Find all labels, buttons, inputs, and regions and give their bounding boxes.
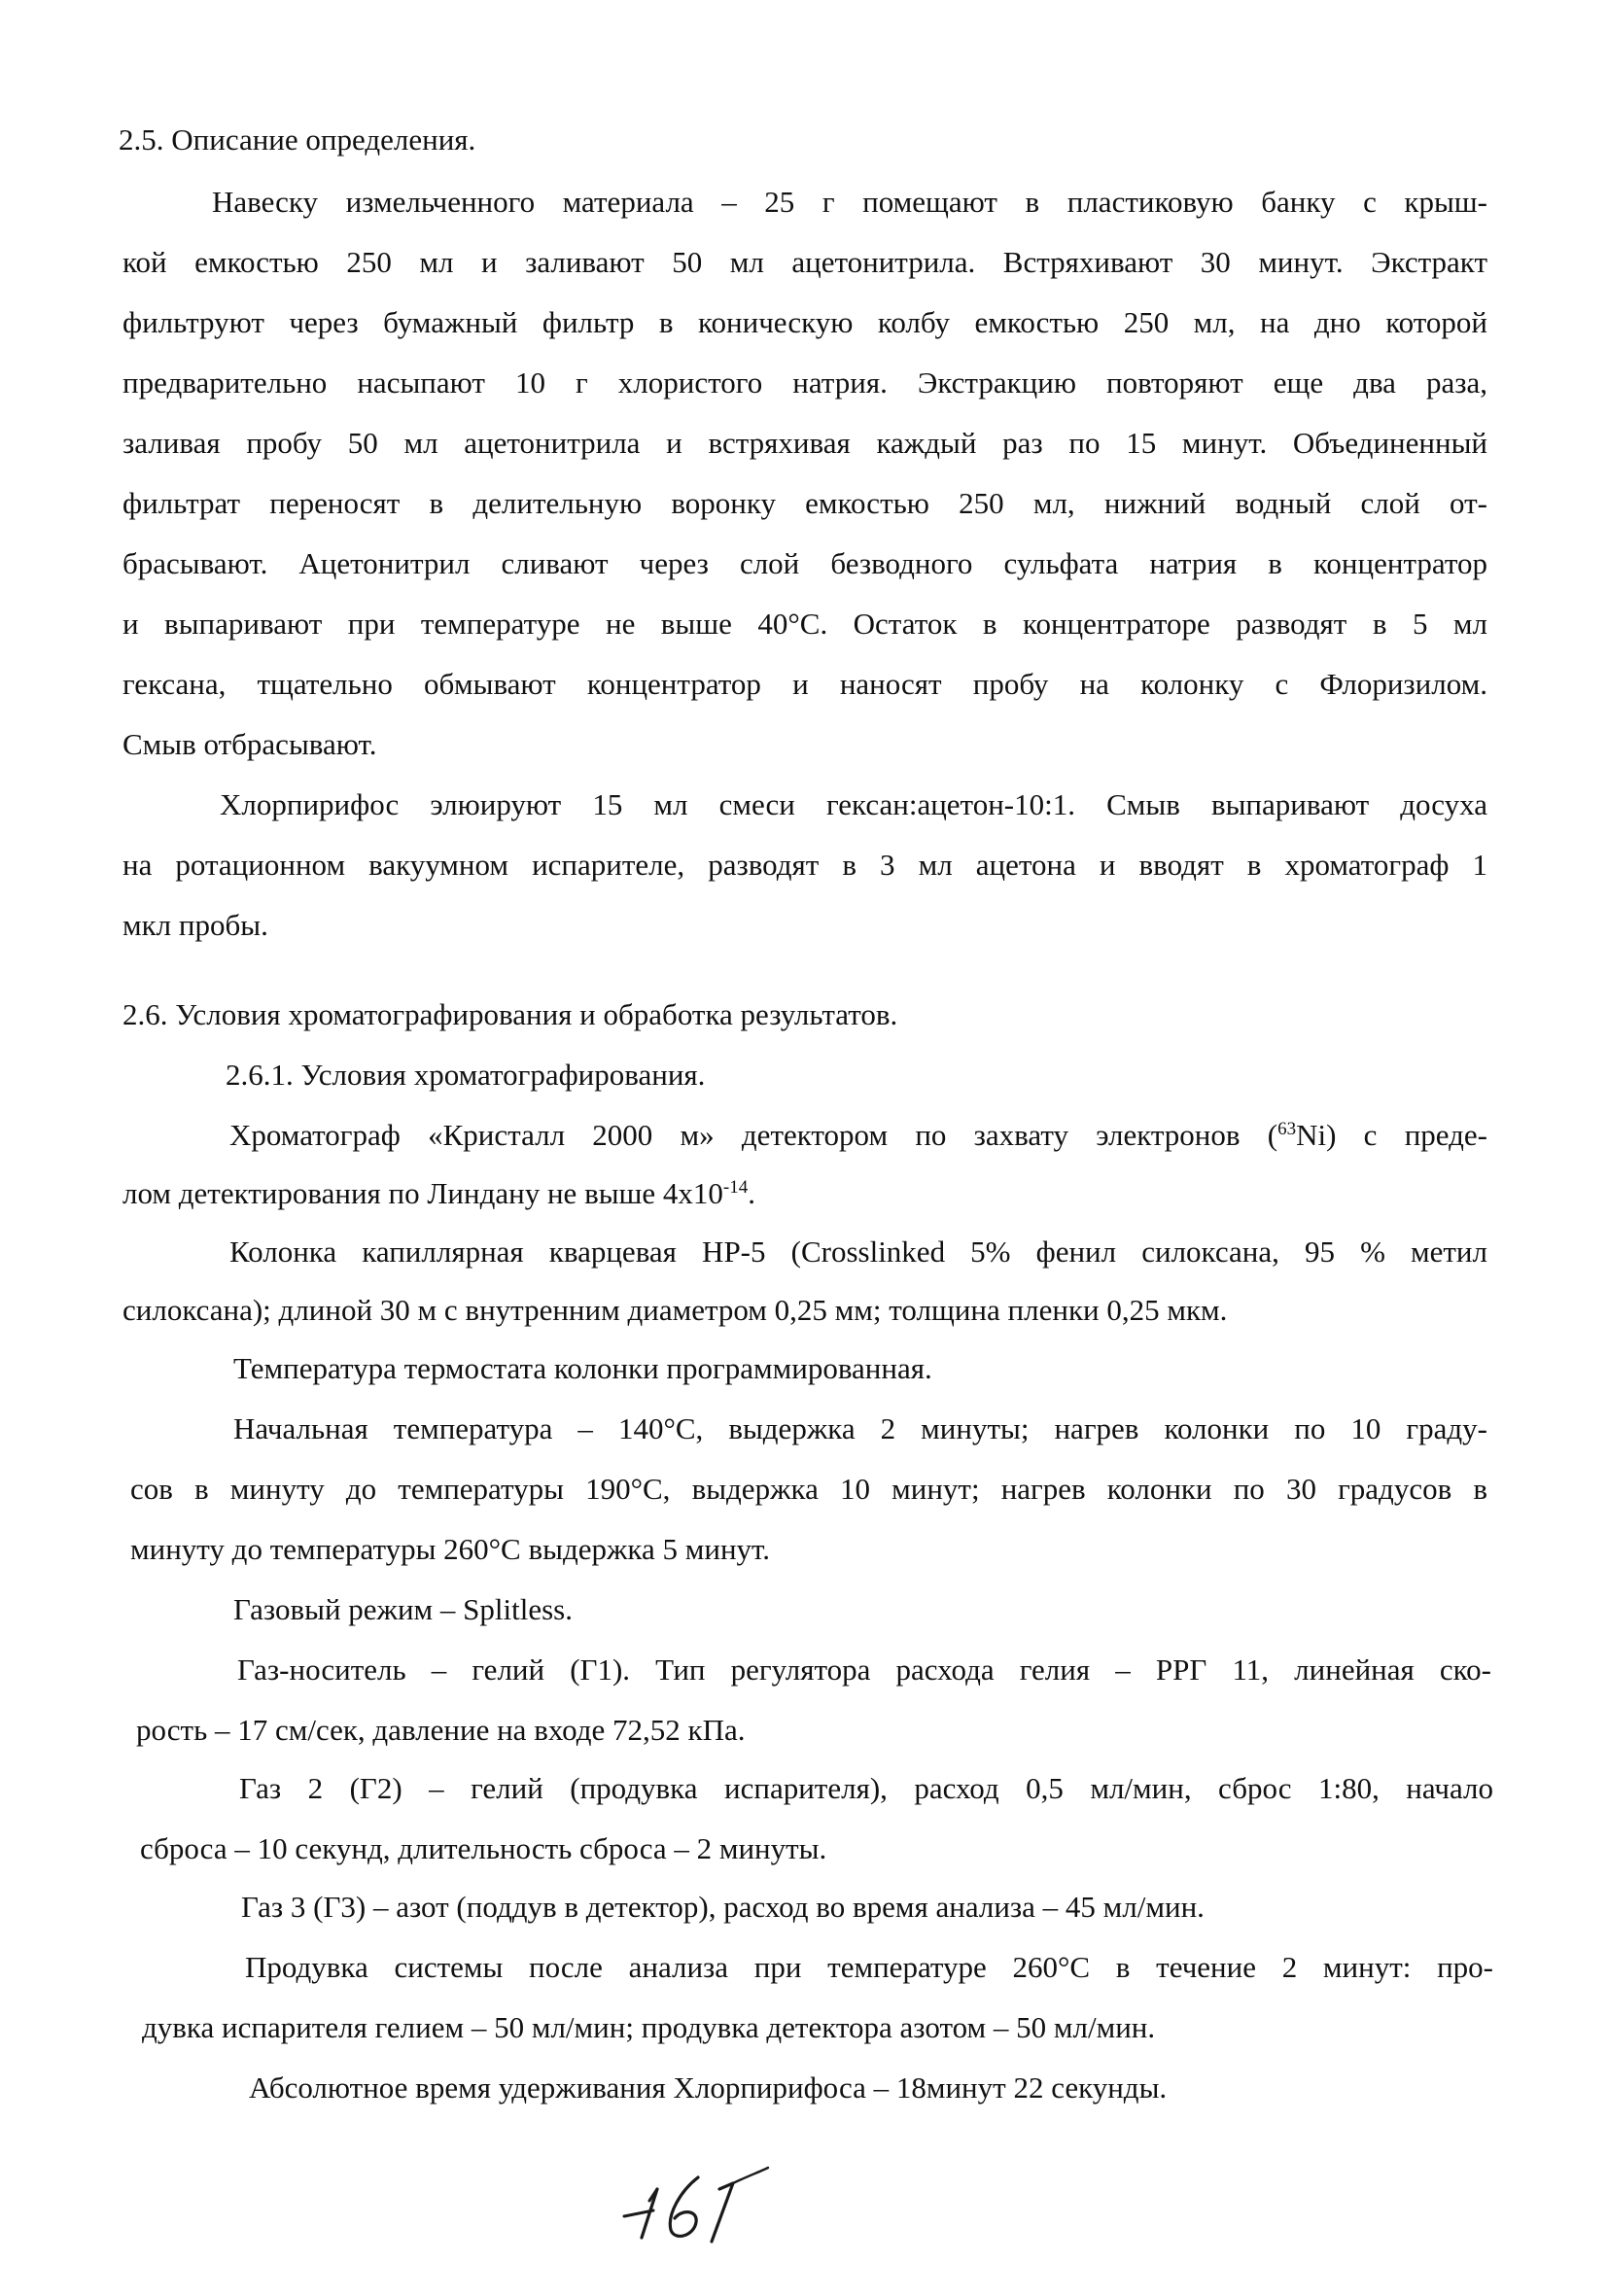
paragraph-line: Газовый режим – Splitless. bbox=[233, 1592, 573, 1626]
paragraph-line: мкл пробы. bbox=[122, 908, 268, 942]
paragraph-line: Хлорпирифос элюируют 15 мл смеси гексан:ацетон-10:1. Смыв выпаривают досуха bbox=[220, 787, 1487, 821]
text-span: лом детектирования по Линдану не выше 4x10 bbox=[122, 1176, 723, 1210]
chromatograph-line-2 bbox=[122, 1174, 755, 1213]
paragraph-line: брасывают. Ацетонитрил сливают через слой безводного сульфата натрия в концентратор bbox=[122, 546, 1487, 580]
paragraph-line: фильтрат переносят в делительную воронку емкостью 250 мл, нижний водный слой от- bbox=[122, 486, 1487, 520]
text-span: Хроматограф «Кристалл 2000 м» детектором по захвату электронов ( bbox=[229, 1118, 1278, 1152]
paragraph-line: рость – 17 см/сек, давление на входе 72,52 кПа. bbox=[136, 1713, 746, 1747]
paragraph-line: сов в минуту до температуры 190°С, выдержка 10 минут; нагрев колонки по 30 градусов в bbox=[130, 1472, 1487, 1506]
text-span: Ni) с преде- bbox=[1296, 1118, 1487, 1152]
paragraph-line: гексана, тщательно обмывают концентратор и наносят пробу на колонку с Флоризилом. bbox=[122, 667, 1487, 701]
section-heading-2-6: 2.6. Условия хроматографирования и обработка результатов. bbox=[122, 997, 898, 1031]
handwritten-page-number bbox=[618, 2160, 774, 2247]
text-span: . bbox=[748, 1176, 755, 1210]
paragraph-line: сброса – 10 секунд, длительность сброса – 2 минуты. bbox=[140, 1831, 827, 1865]
paragraph-line: силоксана); длиной 30 м с внутренним диаметром 0,25 мм; толщина пленки 0,25 мкм. bbox=[122, 1293, 1228, 1327]
paragraph-line: предварительно насыпают 10 г хлористого натрия. Экстракцию повторяют еще два раза, bbox=[122, 365, 1487, 400]
paragraph-line: Газ 2 (Г2) – гелий (продувка испарителя), расход 0,5 мл/мин, сброс 1:80, начало bbox=[239, 1771, 1493, 1805]
paragraph-line: Температура термостата колонки программированная. bbox=[233, 1351, 932, 1385]
subsection-heading-2-6-1: 2.6.1. Условия хроматографирования. bbox=[226, 1058, 706, 1092]
paragraph-line: Продувка системы после анализа при температуре 260°С в течение 2 минут: про- bbox=[245, 1950, 1493, 1984]
paragraph-line: Газ 3 (Г3) – азот (поддув в детектор), расход во время анализа – 45 мл/мин. bbox=[241, 1890, 1205, 1924]
paragraph-line: дувка испарителя гелием – 50 мл/мин; продувка детектора азотом – 50 мл/мин. bbox=[142, 2010, 1156, 2044]
paragraph-line: Навеску измельченного материала – 25 г помещают в пластиковую банку с крыш- bbox=[212, 185, 1487, 219]
paragraph-line: заливая пробу 50 мл ацетонитрила и встряхивая каждый раз по 15 минут. Объединенный bbox=[122, 426, 1487, 460]
chromatograph-line-1 bbox=[229, 1116, 1487, 1155]
paragraph-line: Газ-носитель – гелий (Г1). Тип регулятора расхода гелия – РРГ 11, линейная ско- bbox=[237, 1652, 1491, 1687]
paragraph-line: минуту до температуры 260°С выдержка 5 минут. bbox=[130, 1532, 771, 1566]
paragraph-line: фильтруют через бумажный фильтр в коническую колбу емкостью 250 мл, на дно которой bbox=[122, 305, 1487, 339]
paragraph-line: Начальная температура – 140°С, выдержка 2 минуты; нагрев колонки по 10 граду- bbox=[233, 1411, 1487, 1445]
paragraph-line: Смыв отбрасывают. bbox=[122, 727, 377, 761]
paragraph-line: на ротационном вакуумном испарителе, разводят в 3 мл ацетона и вводят в хроматограф 1 bbox=[122, 848, 1487, 882]
paragraph-line: кой емкостью 250 мл и заливают 50 мл ацетонитрила. Встряхивают 30 минут. Экстракт bbox=[122, 245, 1487, 279]
paragraph-line: Абсолютное время удерживания Хлорпирифоса – 18минут 22 секунды. bbox=[249, 2070, 1168, 2105]
paragraph-line: и выпаривают при температуре не выше 40°С. Остаток в концентраторе разводят в 5 мл bbox=[122, 607, 1487, 641]
superscript: 63 bbox=[1277, 1119, 1297, 1139]
paragraph-line: Колонка капиллярная кварцевая HP-5 (Crosslinked 5% фенил силоксана, 95 % метил bbox=[229, 1235, 1487, 1269]
superscript: -14 bbox=[722, 1177, 749, 1198]
section-heading-2-5: 2.5. Описание определения. bbox=[119, 122, 476, 157]
